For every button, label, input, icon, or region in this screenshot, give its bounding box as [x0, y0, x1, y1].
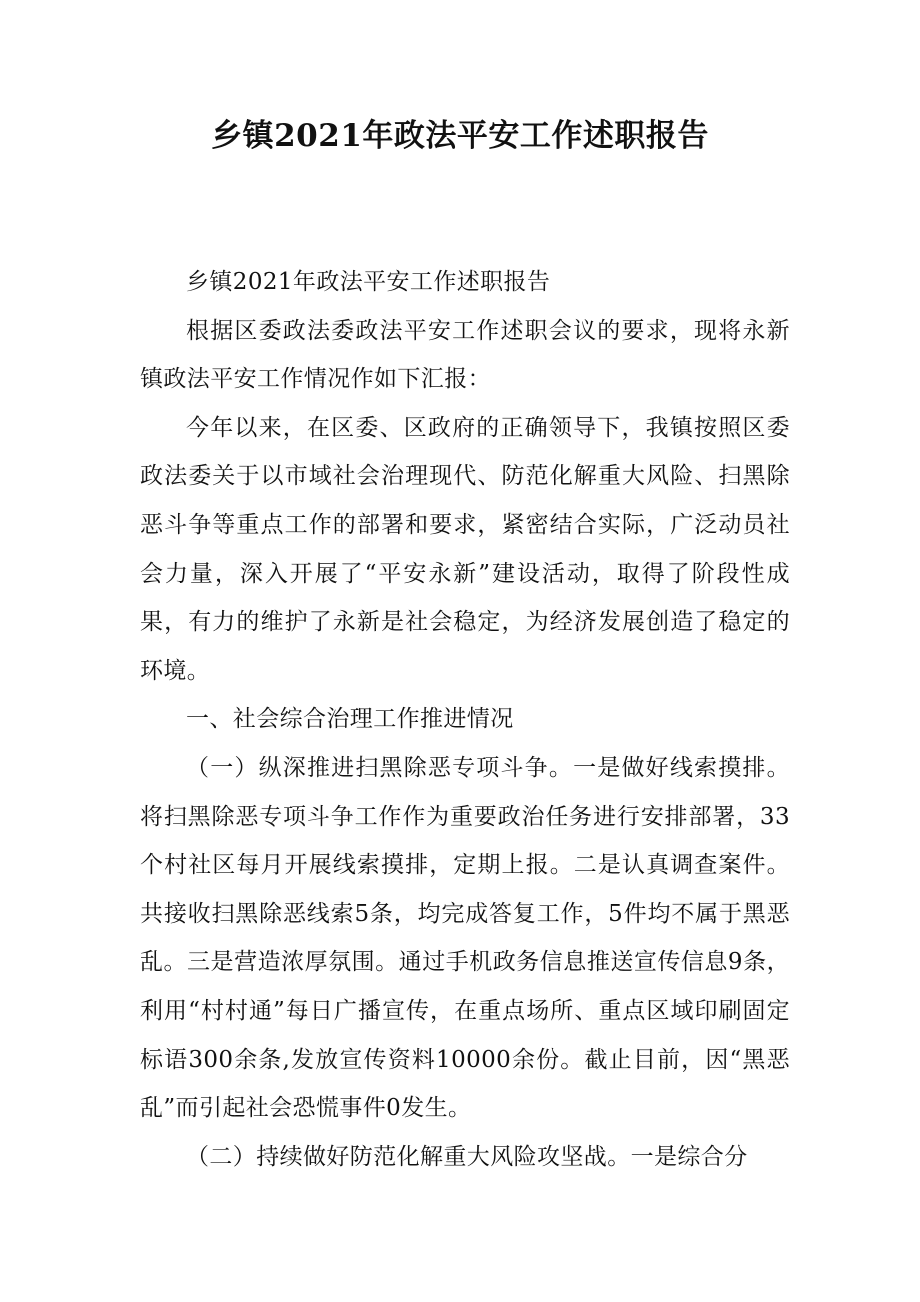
overview-paragraph: 今年以来，在区委、区政府的正确领导下，我镇按照区委政法委关于以市域社会治理现代、防范化解重大风险、扫黑除恶斗争等重点工作的部署和要求，紧密结合实际，广泛动员社会力量，深入开展了“平安永新”建设活动，取得了阶段性成果，有力的维护了永新是社会稳定，为经济发展创造了稳定的环境。	[140, 414, 790, 684]
intro-paragraph: 根据区委政法委政法平安工作述职会议的要求，现将永新镇政法平安工作情况作如下汇报：	[140, 317, 790, 393]
subsection-paragraph-2: （二）持续做好防范化解重大风险攻坚战。一是综合分	[186, 1143, 748, 1170]
section-heading: 一、社会综合治理工作推进情况	[186, 706, 514, 733]
subsection-paragraph-1: （一）纵深推进扫黑除恶专项斗争。一是做好线索摸排。将扫黑除恶专项斗争工作作为重要政治任务进行安排部署，33个村社区每月开展线索摸排，定期上报。二是认真调查案件。共接收扫黑除恶线索5条，均完成答复工作，5件均不属于黑恶乱。三是营造浓厚氛围。通过手机政务信息推送宣传信息9条，利用“村村通”每日广播宣传，在重点场所、重点区域印刷固定标语300余条,发放宣传资料10000余份。截止目前，因“黑恶乱”而引起社会恐慌事件0发生。	[140, 754, 790, 1122]
document-title: 乡镇2021年政法平安工作述职报告	[211, 118, 709, 154]
document-body	[140, 258, 790, 1181]
subtitle-paragraph: 乡镇2021年政法平安工作述职报告	[186, 269, 551, 295]
